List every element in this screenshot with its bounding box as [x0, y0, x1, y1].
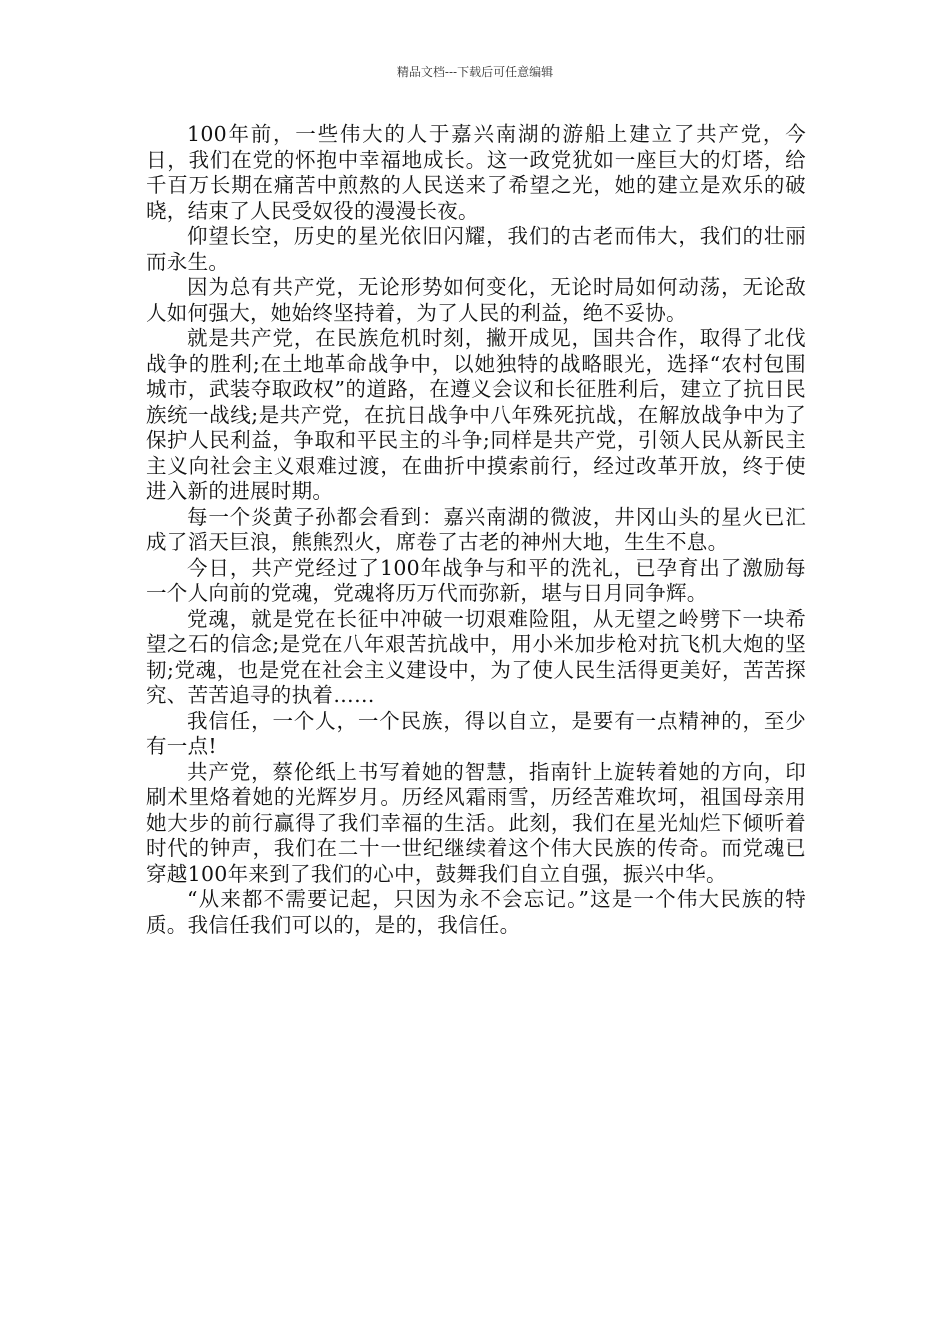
paragraph-1: 100年前，一些伟大的人于嘉兴南湖的游船上建立了共产党，今日，我们在党的怀抱中幸福地成长。这一政党犹如一座巨大的灯塔，给千百万长期在痛苦中煎熬的人民送来了希望之光，她的建立是欢乐的破晓，结束了人民受奴役的漫漫长夜。 — [146, 122, 806, 223]
paragraph-8: 我信任，一个人，一个民族，得以自立，是要有一点精神的，至少有一点! — [146, 708, 806, 758]
page-header: 精品文档---下载后可任意编辑 — [396, 65, 554, 79]
document-body — [146, 122, 806, 938]
paragraph-2: 仰望长空，历史的星光依旧闪耀，我们的古老而伟大，我们的壮丽而永生。 — [146, 224, 806, 274]
paragraph-6: 今日，共产党经过了100年战争与和平的洗礼，已孕育出了激励每一个人向前的党魂，党魂将历万代而弥新，堪与日月同争辉。 — [146, 555, 806, 605]
paragraph-4: 就是共产党，在民族危机时刻，撇开成见，国共合作，取得了北伐战争的胜利;在土地革命战争中，以她独特的战略眼光，选择“农村包围城市，武装夺取政权”的道路，在遵义会议和长征胜利后，建立了抗日民族统一战线;是共产党，在抗日战争中八年殊死抗战，在解放战争中为了保护人民利益，争取和平民主的斗争;同样是共产党，引领人民从新民主主义向社会主义艰难过渡，在曲折中摸索前行，经过改革开放，终于使进入新的进展时期。 — [146, 326, 806, 503]
paragraph-7: 党魂，就是党在长征中冲破一切艰难险阻，从无望之岭劈下一块希望之石的信念;是党在八年艰苦抗战中，用小米加步枪对抗飞机大炮的坚韧;党魂，也是党在社会主义建设中，为了使人民生活得更美好，苦苦探究、苦苦追寻的执着…… — [146, 606, 806, 707]
paragraph-10: “从来都不需要记起，只因为永不会忘记。”这是一个伟大民族的特质。我信任我们可以的，是的，我信任。 — [146, 887, 806, 937]
paragraph-9: 共产党，蔡伦纸上书写着她的智慧，指南针上旋转着她的方向，印刷术里烙着她的光辉岁月。历经风霜雨雪，历经苦难坎坷，祖国母亲用她大步的前行赢得了我们幸福的生活。此刻，我们在星光灿烂下倾听着时代的钟声，我们在二十一世纪继续着这个伟大民族的传奇。而党魂已穿越100年来到了我们的心中，鼓舞我们自立自强，振兴中华。 — [146, 759, 806, 886]
paragraph-3: 因为总有共产党，无论形势如何变化，无论时局如何动荡，无论敌人如何强大，她始终坚持着，为了人民的利益，绝不妥协。 — [146, 275, 806, 325]
paragraph-5: 每一个炎黄子孙都会看到：嘉兴南湖的微波，井冈山头的星火已汇成了滔天巨浪，熊熊烈火，席卷了古老的神州大地，生生不息。 — [146, 504, 806, 554]
